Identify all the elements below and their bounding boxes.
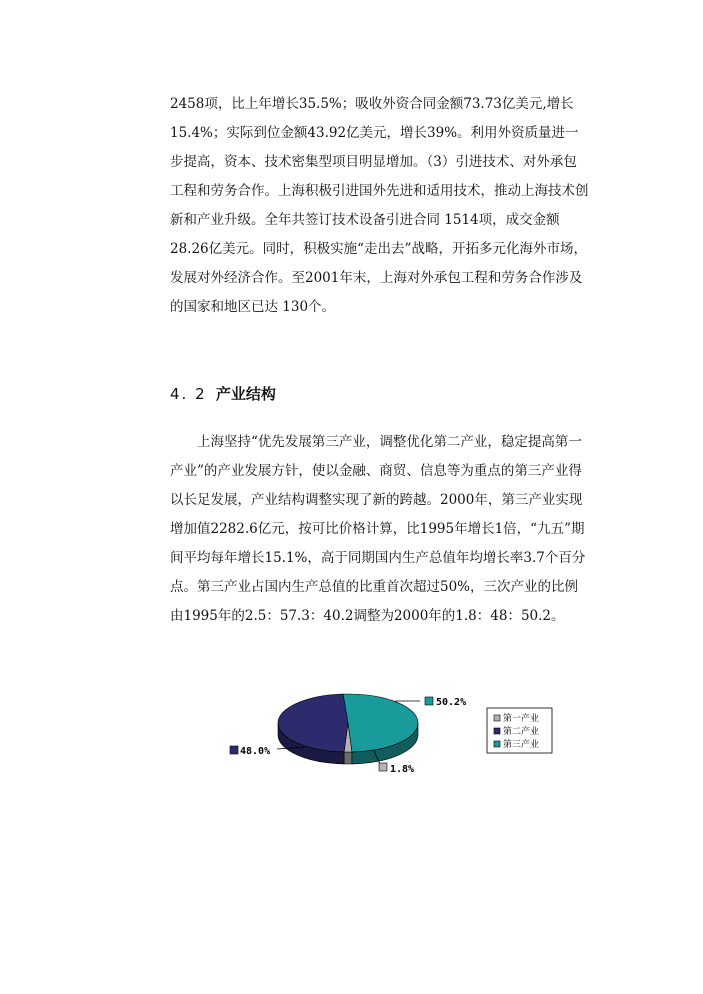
section-number: 4. 2 <box>170 385 207 403</box>
data-label-secondary: 48.0% <box>240 746 271 757</box>
legend-label-secondary: 第二产业 <box>503 727 540 737</box>
data-label-primary: 1.8% <box>390 764 415 775</box>
legend-label-primary: 第一产业 <box>503 714 540 724</box>
section-heading <box>170 383 276 404</box>
label-swatch-primary <box>379 763 387 771</box>
data-label-tertiary: 50.2% <box>436 697 467 708</box>
label-swatch-tertiary <box>425 697 433 705</box>
body-paragraph-1: 2458项，比上年增长35.5%；吸收外资合同金额73.73亿美元,增长15.4%；实际到位金额43.92亿美元，增长39%。利用外资质量进一步提高，资本、技术密集型项目明显增加。（3）引进技术、对外承包工程和劳务合作。上海积极引进国外先进和适用技术，推动上海技术创新和产业升级。全年共签订技术设备引进合同 1514项，成交金额28.26亿美元。同时，积极实施“走出去”战略，开拓多元化海外市场，发展对外经济合作。至2001年末，上海对外承包工程和劳务合作涉及的国家和地区已达 130个。 <box>170 96 589 315</box>
legend-swatch-primary <box>494 715 500 721</box>
legend-swatch-tertiary <box>494 741 500 747</box>
pie-side-primary <box>344 752 352 764</box>
body-paragraph-2: 上海坚持“优先发展第三产业，调整优化第二产业，稳定提高第一产业”的产业发展方针，使以金融、商贸、信息等为重点的第三产业得以长足发展，产业结构调整实现了新的跨越。2000年，第三产业实现增加值2282.6亿元，按可比价格计算，比1995年增长1倍，“九五”期间平均每年增长15.1%，高于同期国内生产总值年均增长率3.7个百分点。第三产业占国内生产总值的比重首次超过50%，三次产业的比例由1995年的2.5：57.3：40.2调整为2000年的1.8：48：50.2。 <box>170 434 586 624</box>
section-title: 产业结构 <box>215 385 276 403</box>
legend-label-tertiary: 第三产业 <box>503 740 540 750</box>
chart-legend <box>487 708 552 753</box>
label-swatch-secondary <box>230 746 238 754</box>
industry-structure-pie-chart <box>220 685 560 785</box>
legend-swatch-secondary <box>494 728 500 734</box>
